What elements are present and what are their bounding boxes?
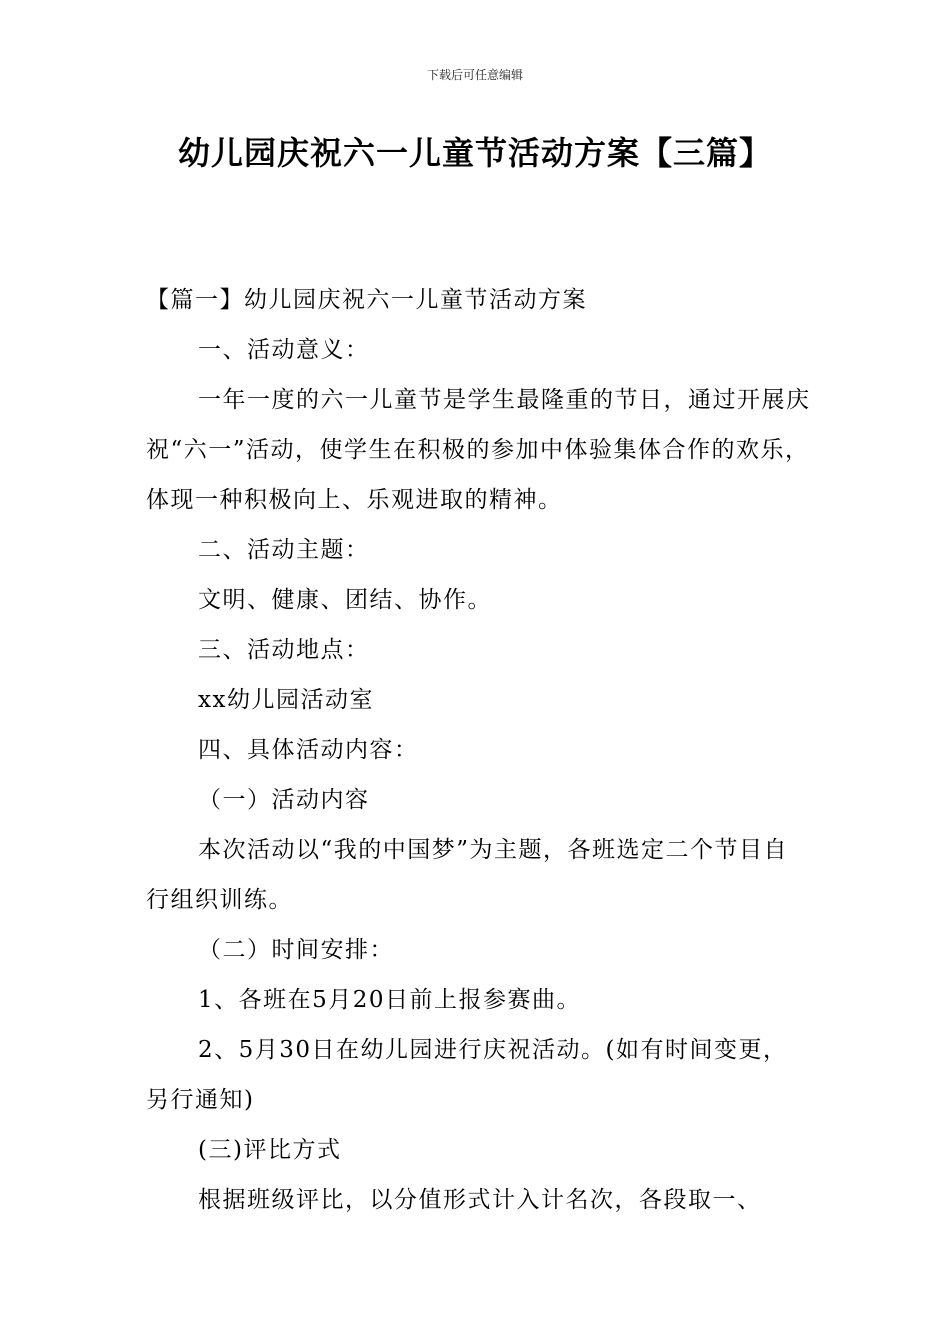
schedule-item-2: 2、5月30日在幼儿园进行庆祝活动。(如有时间变更，另行通知): [146, 1037, 788, 1113]
subheading-evaluation: (三)评比方式: [198, 1137, 342, 1163]
subheading-schedule: （二）时间安排：: [198, 937, 394, 963]
paragraph-theme: 文明、健康、团结、协作。: [198, 587, 492, 613]
paragraph-significance: 一年一度的六一儿童节是学生最隆重的节日，通过开展庆祝“六一”活动，使学生在积极的参加中体验集体合作的欢乐，体现一种积极向上、乐观进取的精神。: [146, 387, 811, 513]
paragraph-content: 本次活动以“我的中国梦”为主题，各班选定二个节目自行组织训练。: [146, 837, 789, 913]
heading-activity-theme: 二、活动主题：: [198, 537, 370, 563]
document-body: [146, 275, 811, 1225]
subheading-content: （一）活动内容: [198, 787, 370, 813]
paragraph-location: xx幼儿园活动室: [198, 687, 374, 713]
paragraph-evaluation: 根据班级评比，以分值形式计入计名次，各段取一、: [198, 1187, 762, 1213]
schedule-item-1: 1、各班在5月20日前上报参赛曲。: [198, 987, 582, 1013]
header-note: 下载后可任意编辑: [426, 68, 523, 82]
heading-activity-significance: 一、活动意义：: [198, 337, 370, 363]
heading-activity-content: 四、具体活动内容：: [198, 737, 419, 763]
document-title: 幼儿园庆祝六一儿童节活动方案【三篇】: [177, 134, 772, 172]
heading-activity-location: 三、活动地点：: [198, 637, 370, 663]
section-heading: 【篇一】幼儿园庆祝六一儿童节活动方案: [146, 287, 587, 313]
